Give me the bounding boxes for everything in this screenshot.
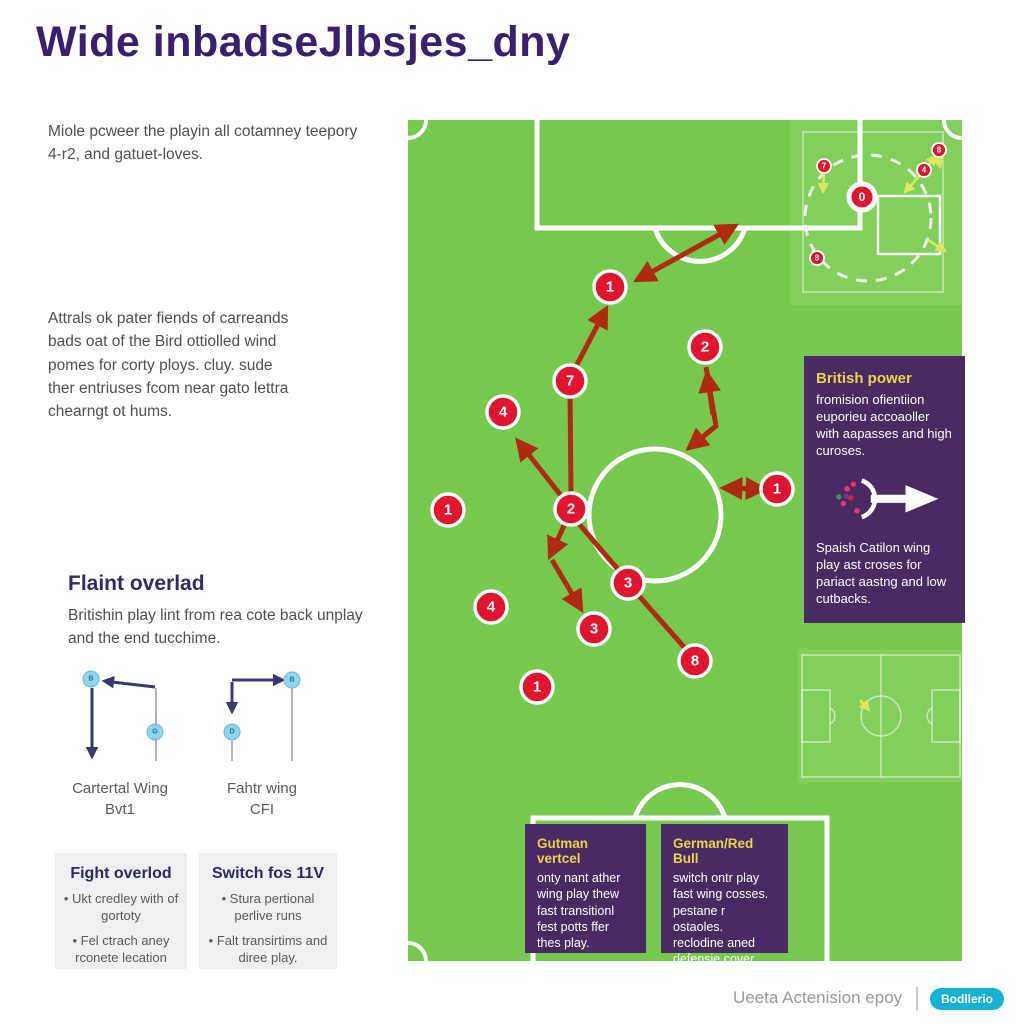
info-box-switch <box>199 853 337 969</box>
wing-node-label: D <box>229 728 235 736</box>
tactic-arrow <box>104 681 155 687</box>
wing-node-label: G <box>152 728 158 736</box>
cluster-dot <box>836 494 841 499</box>
info-box-bullet: • Falt transirtims and diree play. <box>207 933 329 967</box>
cluster-dot <box>843 493 848 498</box>
info-box-bullet: • Stura pertional perlive runs <box>207 891 329 925</box>
intro-paragraph: Miole pcweer the playin all cotamney teepory 4-r2, and gatuet-loves. <box>48 123 358 164</box>
wing-node-label: B <box>88 675 94 683</box>
cluster-dot <box>854 508 859 513</box>
cross-arrow-graphic <box>816 460 953 534</box>
player-marker-label: 2 <box>566 500 576 518</box>
player-marker-label: 7 <box>565 372 575 390</box>
wing-node-label: B <box>289 676 295 684</box>
caption-line: CFI <box>249 801 275 818</box>
callout-german-redbull <box>661 824 788 967</box>
panel-text: fromision ofientiion euporieu accoaoller with aapasses and high curoses. <box>816 392 952 459</box>
side-panel-british-power <box>804 356 965 623</box>
diagram-caption-left <box>40 778 200 820</box>
tactic-arrow <box>724 488 764 489</box>
arrow-head-icon <box>906 485 939 512</box>
player-marker-label: 4 <box>486 598 496 616</box>
player-marker-label: 1 <box>605 278 615 296</box>
player-marker-label: 3 <box>589 620 599 638</box>
caption-line: Fahtr wing <box>226 780 298 797</box>
cluster-dot <box>851 481 856 486</box>
info-box-fight-overload <box>55 853 187 969</box>
inset-marker-label: 4 <box>921 165 927 175</box>
footer-separator <box>916 987 918 1011</box>
inset-marker-label: 8 <box>936 145 942 155</box>
info-box-bullet: • Ukt credley with of gortoty <box>63 891 179 925</box>
info-box-bullet: • Fel ctrach aney rconete lecation <box>63 933 179 967</box>
wing-movement-diagram <box>55 660 315 772</box>
caption-line: Bvt1 <box>104 801 135 818</box>
player-marker-label: 1 <box>532 678 542 696</box>
callout-gutman-vertical <box>525 824 646 953</box>
callout-heading: Gutman vertcel <box>537 836 589 866</box>
footer-badge[interactable]: Bodllerio <box>930 988 1004 1010</box>
callout-text: onty nant ather wing play thew fast transitionl fest potts ffer thes play. <box>537 871 621 950</box>
inset-marker-label: 7 <box>821 161 827 171</box>
panel-text: Spaish Catilon wing play ast croses for pariact aastng and low cutbacks. <box>816 539 947 607</box>
player-marker-label: 1 <box>443 501 453 519</box>
diagram-arrows <box>92 680 292 761</box>
section-text-overlap: Britishin play lint from rea cote back unplay and the end tucchime. <box>68 607 363 648</box>
page-title: Wide inbadseJlbsjes_dny <box>36 18 571 66</box>
player-marker-label: 1 <box>772 480 782 498</box>
section-heading-overlap: Flaint overlad <box>68 572 205 595</box>
inset-marker-label: 8 <box>814 253 820 263</box>
inset-big-marker-label: 0 <box>858 190 866 204</box>
player-marker-label: 4 <box>498 403 508 421</box>
caption-line: Cartertal Wing <box>72 780 168 797</box>
diagram-caption-right <box>188 778 336 820</box>
cluster-dot <box>841 500 846 505</box>
player-marker-label: 3 <box>623 574 633 592</box>
callout-heading: German/Red Bull <box>673 836 754 866</box>
player-marker-label: 2 <box>700 338 710 356</box>
info-box-heading: Switch fos 11V <box>211 865 325 882</box>
panel-heading: British power <box>816 370 912 387</box>
cluster-dot <box>844 486 849 491</box>
info-box-heading: Fight overlod <box>70 865 172 882</box>
player-cluster-dots <box>836 481 860 513</box>
inset-bottom-bg <box>798 650 962 782</box>
player-marker-label: 8 <box>690 652 700 670</box>
tactic-arrow <box>570 386 571 498</box>
callout-text: switch ontr play fast wing cosses. pestane r ostaoles. reclodine aned defensie cover. <box>673 871 769 967</box>
footer-credit: Ueeta Actenision epoy <box>733 988 903 1007</box>
description-paragraph: Attrals ok pater fiends of carreands bads oat of the Bird ottiolled wind pomes for corty ploys. cluy. sude ther entriuses fcom near gato lettra chearngt ot hums. <box>48 310 289 420</box>
